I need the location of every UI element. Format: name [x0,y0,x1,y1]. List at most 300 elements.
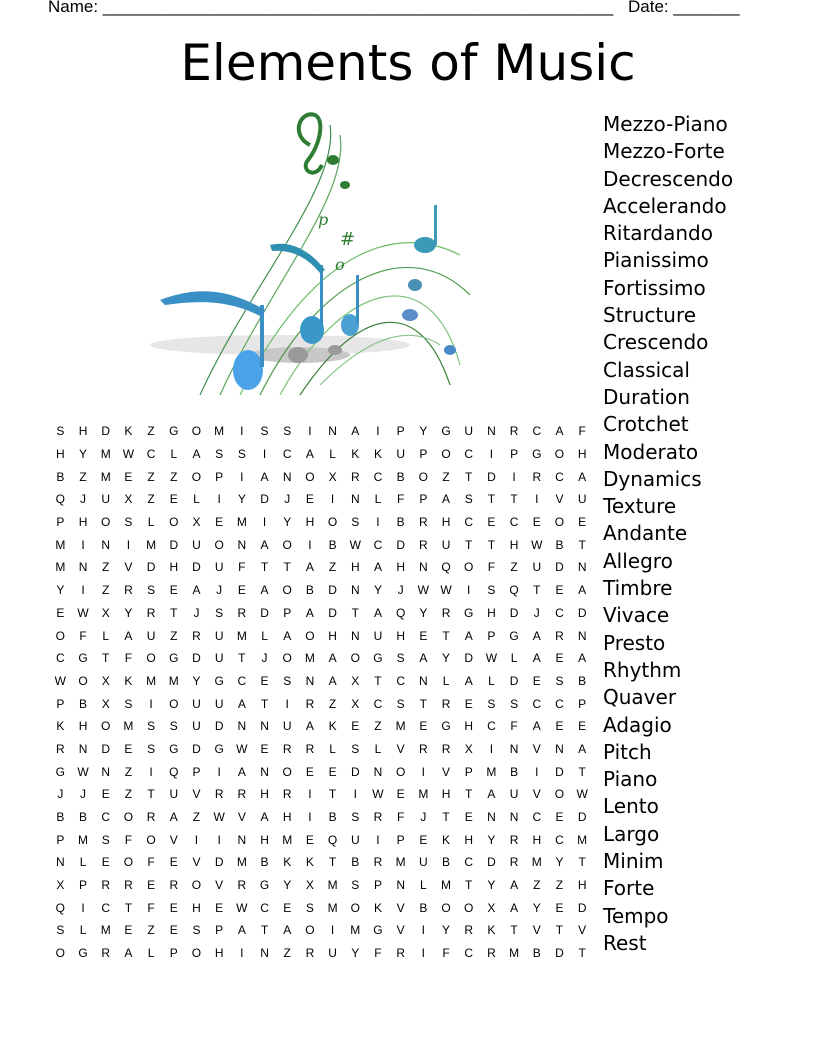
grid-letter: Y [442,923,451,938]
grid-letter: A [373,605,382,620]
grid-letter: E [169,900,178,915]
grid-letter: A [510,900,519,915]
grid-letter: U [328,946,337,961]
word-list-item: Allegro [603,548,673,573]
grid-letter: C [532,696,542,711]
grid-letter: J [216,583,223,598]
word-list-item: Pitch [603,739,652,764]
grid-letter: T [487,492,496,507]
grid-letter: B [532,946,541,961]
grid-letter: K [442,832,451,847]
grid-letter: E [124,469,133,484]
word-list-item: Piano [603,767,658,792]
grid-letter: C [373,469,383,484]
grid-letter: S [351,515,360,530]
word-list-item: Decrescendo [603,166,734,191]
svg-text:o: o [335,255,345,274]
grid-letter: Q [441,560,451,575]
grid-letter: I [81,900,85,915]
grid-letter: C [464,855,474,870]
grid-letter: E [147,878,156,893]
grid-letter: Y [283,878,292,893]
grid-letter: A [532,628,541,643]
grid-letter: A [555,424,564,439]
grid-letter: M [350,923,361,938]
grid-letter: J [420,810,427,825]
grid-letter: B [328,810,337,825]
grid-letter: T [578,537,586,552]
grid-letter: A [532,719,541,734]
word-list-item: Duration [603,384,690,409]
grid-row [49,851,594,874]
grid-letter: V [532,741,541,756]
grid-letter: I [353,787,357,802]
grid-letter: M [78,832,89,847]
grid-letter: S [305,900,314,915]
grid-letter: Q [55,492,66,507]
grid-letter: I [262,447,267,462]
grid-letter: U [214,628,224,643]
grid-letter: Z [147,469,155,484]
grid-letter: O [554,447,565,462]
grid-letter: F [124,832,133,847]
grid-letter: D [214,719,224,734]
grid-letter: U [577,492,587,507]
grid-letter: T [328,855,337,870]
grid-row [49,533,594,556]
grid-letter: H [509,537,519,552]
grid-letter: N [101,537,111,552]
grid-row [49,760,594,783]
grid-letter: N [260,946,269,961]
grid-letter: A [328,673,337,688]
grid-letter: W [372,787,384,802]
grid-letter: N [577,628,587,643]
grid-letter: A [260,583,269,598]
grid-letter: N [282,469,292,484]
grid-letter: F [79,628,87,643]
grid-letter: X [351,696,360,711]
grid-letter: R [419,741,428,756]
grid-letter: V [532,923,541,938]
grid-letter: B [351,855,360,870]
grid-letter: A [578,469,587,484]
grid-row [49,738,594,761]
grid-letter: T [510,492,518,507]
grid-letter: O [123,810,134,825]
grid-letter: N [487,424,496,439]
grid-letter: A [578,741,587,756]
grid-letter: R [169,878,179,893]
grid-letter: S [283,673,292,688]
grid-letter: I [467,583,471,598]
grid-letter: T [533,583,541,598]
grid-letter: E [101,855,110,870]
grid-letter: D [214,855,224,870]
grid-letter: B [555,537,564,552]
grid-letter: Z [510,560,518,575]
svg-text:p: p [318,210,329,229]
grid-letter: O [169,696,179,711]
grid-letter: Y [283,515,292,530]
grid-letter: B [56,810,65,825]
grid-letter: G [509,628,519,643]
grid-letter: W [440,583,452,598]
grid-letter: H [441,787,451,802]
grid-letter: M [282,832,293,847]
grid-letter: Z [102,583,110,598]
grid-letter: Z [79,469,87,484]
grid-letter: B [328,537,337,552]
grid-letter: G [441,719,451,734]
grid-letter: C [282,447,292,462]
grid-letter: P [419,447,428,462]
grid-letter: C [464,447,474,462]
grid-letter: K [373,900,382,915]
name-line: ______________________________________________________ [102,0,614,16]
grid-letter: M [168,673,179,688]
grid-letter: R [441,696,451,711]
grid-letter: I [81,583,85,598]
grid-letter: F [442,946,450,961]
word-list-item: Moderato [603,439,699,464]
grid-letter: O [146,832,156,847]
grid-letter: I [421,764,426,779]
grid-letter: P [215,923,224,938]
grid-letter: R [532,469,542,484]
grid-letter: N [350,492,360,507]
grid-letter: A [578,651,587,666]
grid-letter: I [421,923,426,938]
grid-letter: H [577,447,587,462]
grid-letter: X [101,696,110,711]
grid-letter: I [308,537,312,552]
date-line: _______ [673,0,740,16]
grid-letter: I [308,424,312,439]
grid-row [49,896,594,919]
grid-letter: E [169,492,178,507]
grid-letter: U [441,537,451,552]
grid-letter: N [419,560,428,575]
grid-letter: E [56,605,65,620]
grid-letter: L [510,651,518,666]
grid-letter: E [237,583,246,598]
grid-letter: B [305,583,314,598]
grid-letter: D [487,855,496,870]
grid-letter: E [215,515,224,530]
grid-letter: Z [124,787,133,802]
grid-letter: O [327,515,338,530]
grid-letter: S [283,424,292,439]
grid-letter: R [555,628,564,643]
grid-row [49,624,594,647]
grid-letter: E [305,764,314,779]
grid-letter: I [81,537,85,552]
grid-letter: O [169,515,179,530]
grid-letter: D [101,424,111,439]
grid-letter: D [509,605,519,620]
grid-letter: R [509,424,519,439]
grid-letter: D [555,560,564,575]
grid-letter: F [124,651,133,666]
grid-letter: H [464,832,474,847]
grid-letter: J [80,492,87,507]
grid-letter: Y [487,878,496,893]
grid-letter: M [395,855,406,870]
music-notes-illustration [140,105,500,395]
grid-letter: N [305,673,315,688]
grid-letter: D [192,741,201,756]
name-field [48,0,613,17]
grid-letter: T [465,878,473,893]
grid-letter: E [578,719,587,734]
grid-letter: V [442,764,451,779]
grid-letter: P [464,764,473,779]
grid-letter: S [487,583,496,598]
grid-letter: T [487,537,496,552]
grid-letter: M [509,946,520,961]
grid-letter: S [192,923,201,938]
grid-letter: A [305,447,314,462]
grid-letter: Y [373,583,382,598]
grid-letter: L [261,628,268,643]
grid-letter: K [283,855,292,870]
grid-row [49,783,594,806]
grid-letter: S [169,719,178,734]
grid-letter: P [578,696,587,711]
grid-letter: C [555,605,564,620]
grid-letter: F [487,560,496,575]
grid-letter: T [510,923,518,938]
word-list-item: Rhythm [603,657,682,682]
grid-letter: U [214,651,224,666]
grid-letter: W [576,787,588,802]
grid-letter: N [237,832,247,847]
grid-letter: Z [170,628,178,643]
grid-letter: T [147,787,155,802]
grid-letter: D [350,764,360,779]
grid-letter: A [532,651,541,666]
word-list-item: Fortissimo [603,275,706,300]
grid-letter: C [464,946,474,961]
grid-letter: Y [351,946,360,961]
grid-letter: M [100,923,111,938]
grid-letter: P [192,764,201,779]
grid-letter: N [237,537,247,552]
grid-letter: M [327,900,338,915]
grid-letter: R [101,946,111,961]
grid-letter: K [305,855,314,870]
grid-letter: E [305,832,314,847]
grid-letter: H [487,605,496,620]
grid-letter: N [350,583,360,598]
grid-letter: O [305,923,315,938]
grid-letter: H [396,560,405,575]
grid-letter: R [237,878,247,893]
grid-letter: N [237,719,247,734]
grid-letter: O [441,447,451,462]
word-list-item: Minim [603,849,664,874]
grid-letter: R [441,741,451,756]
grid-letter: R [487,946,496,961]
grid-letter: U [373,628,383,643]
grid-letter: T [578,855,586,870]
grid-letter: N [373,764,383,779]
grid-letter: R [124,583,133,598]
grid-row [49,647,594,670]
grid-letter: E [169,855,178,870]
word-list-item: Texture [603,494,677,519]
grid-letter: I [217,832,221,847]
grid-letter: E [351,719,360,734]
grid-row [49,443,594,466]
grid-letter: O [78,673,88,688]
grid-letter: O [55,628,66,643]
grid-letter: T [260,923,269,938]
grid-letter: W [485,651,498,666]
grid-letter: R [305,946,315,961]
grid-letter: X [56,878,65,893]
grid-letter: K [373,447,382,462]
grid-letter: X [124,492,133,507]
grid-letter: B [79,810,88,825]
grid-letter: L [102,628,110,643]
grid-letter: M [304,651,315,666]
grid-letter: S [396,651,405,666]
grid-letter: H [441,515,451,530]
grid-letter: W [236,741,248,756]
grid-letter: E [555,810,564,825]
grid-letter: P [56,696,65,711]
grid-letter: B [79,696,88,711]
grid-letter: Y [419,424,428,439]
grid-letter: C [396,673,405,688]
grid-letter: B [396,515,405,530]
grid-letter: Y [419,605,428,620]
grid-letter: S [237,447,246,462]
grid-letter: O [191,424,202,439]
grid-letter: T [465,787,473,802]
grid-letter: A [305,605,314,620]
grid-letter: T [555,923,564,938]
grid-letter: D [396,537,405,552]
grid-letter: P [79,878,88,893]
grid-letter: M [146,673,157,688]
grid-letter: A [283,628,292,643]
grid-letter: Z [192,810,201,825]
grid-letter: R [192,628,201,643]
grid-letter: Z [147,923,155,938]
grid-letter: G [169,741,179,756]
grid-letter: F [396,810,405,825]
grid-letter: D [260,492,269,507]
grid-letter: A [328,651,337,666]
grid-letter: U [192,719,201,734]
grid-letter: E [419,628,428,643]
grid-letter: I [376,832,380,847]
grid-letter: L [329,447,336,462]
word-list-item: Tempo [603,903,669,928]
grid-row [49,670,594,693]
word-list-item: Largo [603,821,660,846]
grid-letter: L [147,515,155,530]
date-field [628,0,740,17]
grid-letter: I [240,946,244,961]
grid-letter: E [260,741,269,756]
grid-letter: E [124,741,133,756]
grid-row [49,942,594,965]
grid-letter: E [419,719,428,734]
word-list-item: Vivace [603,603,670,628]
grid-letter: S [215,605,224,620]
grid-letter: A [124,946,133,961]
grid-letter: G [373,651,383,666]
grid-letter: S [215,447,224,462]
grid-letter: L [79,855,87,870]
grid-letter: L [79,923,87,938]
grid-letter: S [147,741,156,756]
grid-letter: Z [533,878,541,893]
grid-letter: G [464,605,474,620]
grid-letter: T [260,696,269,711]
grid-letter: D [146,560,156,575]
grid-letter: E [464,696,473,711]
svg-text:#: # [340,229,356,250]
grid-letter: C [555,832,564,847]
grid-letter: X [101,605,110,620]
grid-letter: N [56,855,65,870]
grid-letter: J [397,583,404,598]
grid-letter: M [100,447,111,462]
grid-letter: O [395,764,406,779]
grid-letter: N [101,764,111,779]
grid-letter: C [260,900,269,915]
grid-row [49,806,594,829]
grid-letter: P [510,447,519,462]
grid-letter: T [442,810,450,825]
grid-letter: V [578,923,587,938]
word-list-item: Structure [603,303,697,328]
grid-letter: G [214,673,224,688]
grid-letter: H [260,787,269,802]
grid-letter: I [535,492,539,507]
word-search-grid [49,420,594,965]
word-list-item: Presto [603,630,666,655]
grid-letter: A [260,537,269,552]
grid-letter: A [192,583,201,598]
grid-letter: A [260,469,269,484]
grid-letter: A [510,878,519,893]
grid-letter: E [215,900,224,915]
grid-letter: L [193,492,200,507]
grid-letter: T [465,537,473,552]
grid-letter: V [396,923,405,938]
grid-letter: K [56,719,65,734]
grid-letter: Z [170,469,178,484]
grid-letter: W [77,605,89,620]
grid-letter: T [283,560,291,575]
grid-letter: N [328,424,337,439]
grid-letter: N [396,878,405,893]
grid-letter: W [236,900,248,915]
grid-letter: D [260,605,269,620]
grid-letter: N [260,719,269,734]
grid-letter: O [214,537,224,552]
name-label: Name: [48,0,103,16]
grid-letter: O [282,583,292,598]
grid-letter: N [487,810,496,825]
grid-letter: I [421,946,426,961]
